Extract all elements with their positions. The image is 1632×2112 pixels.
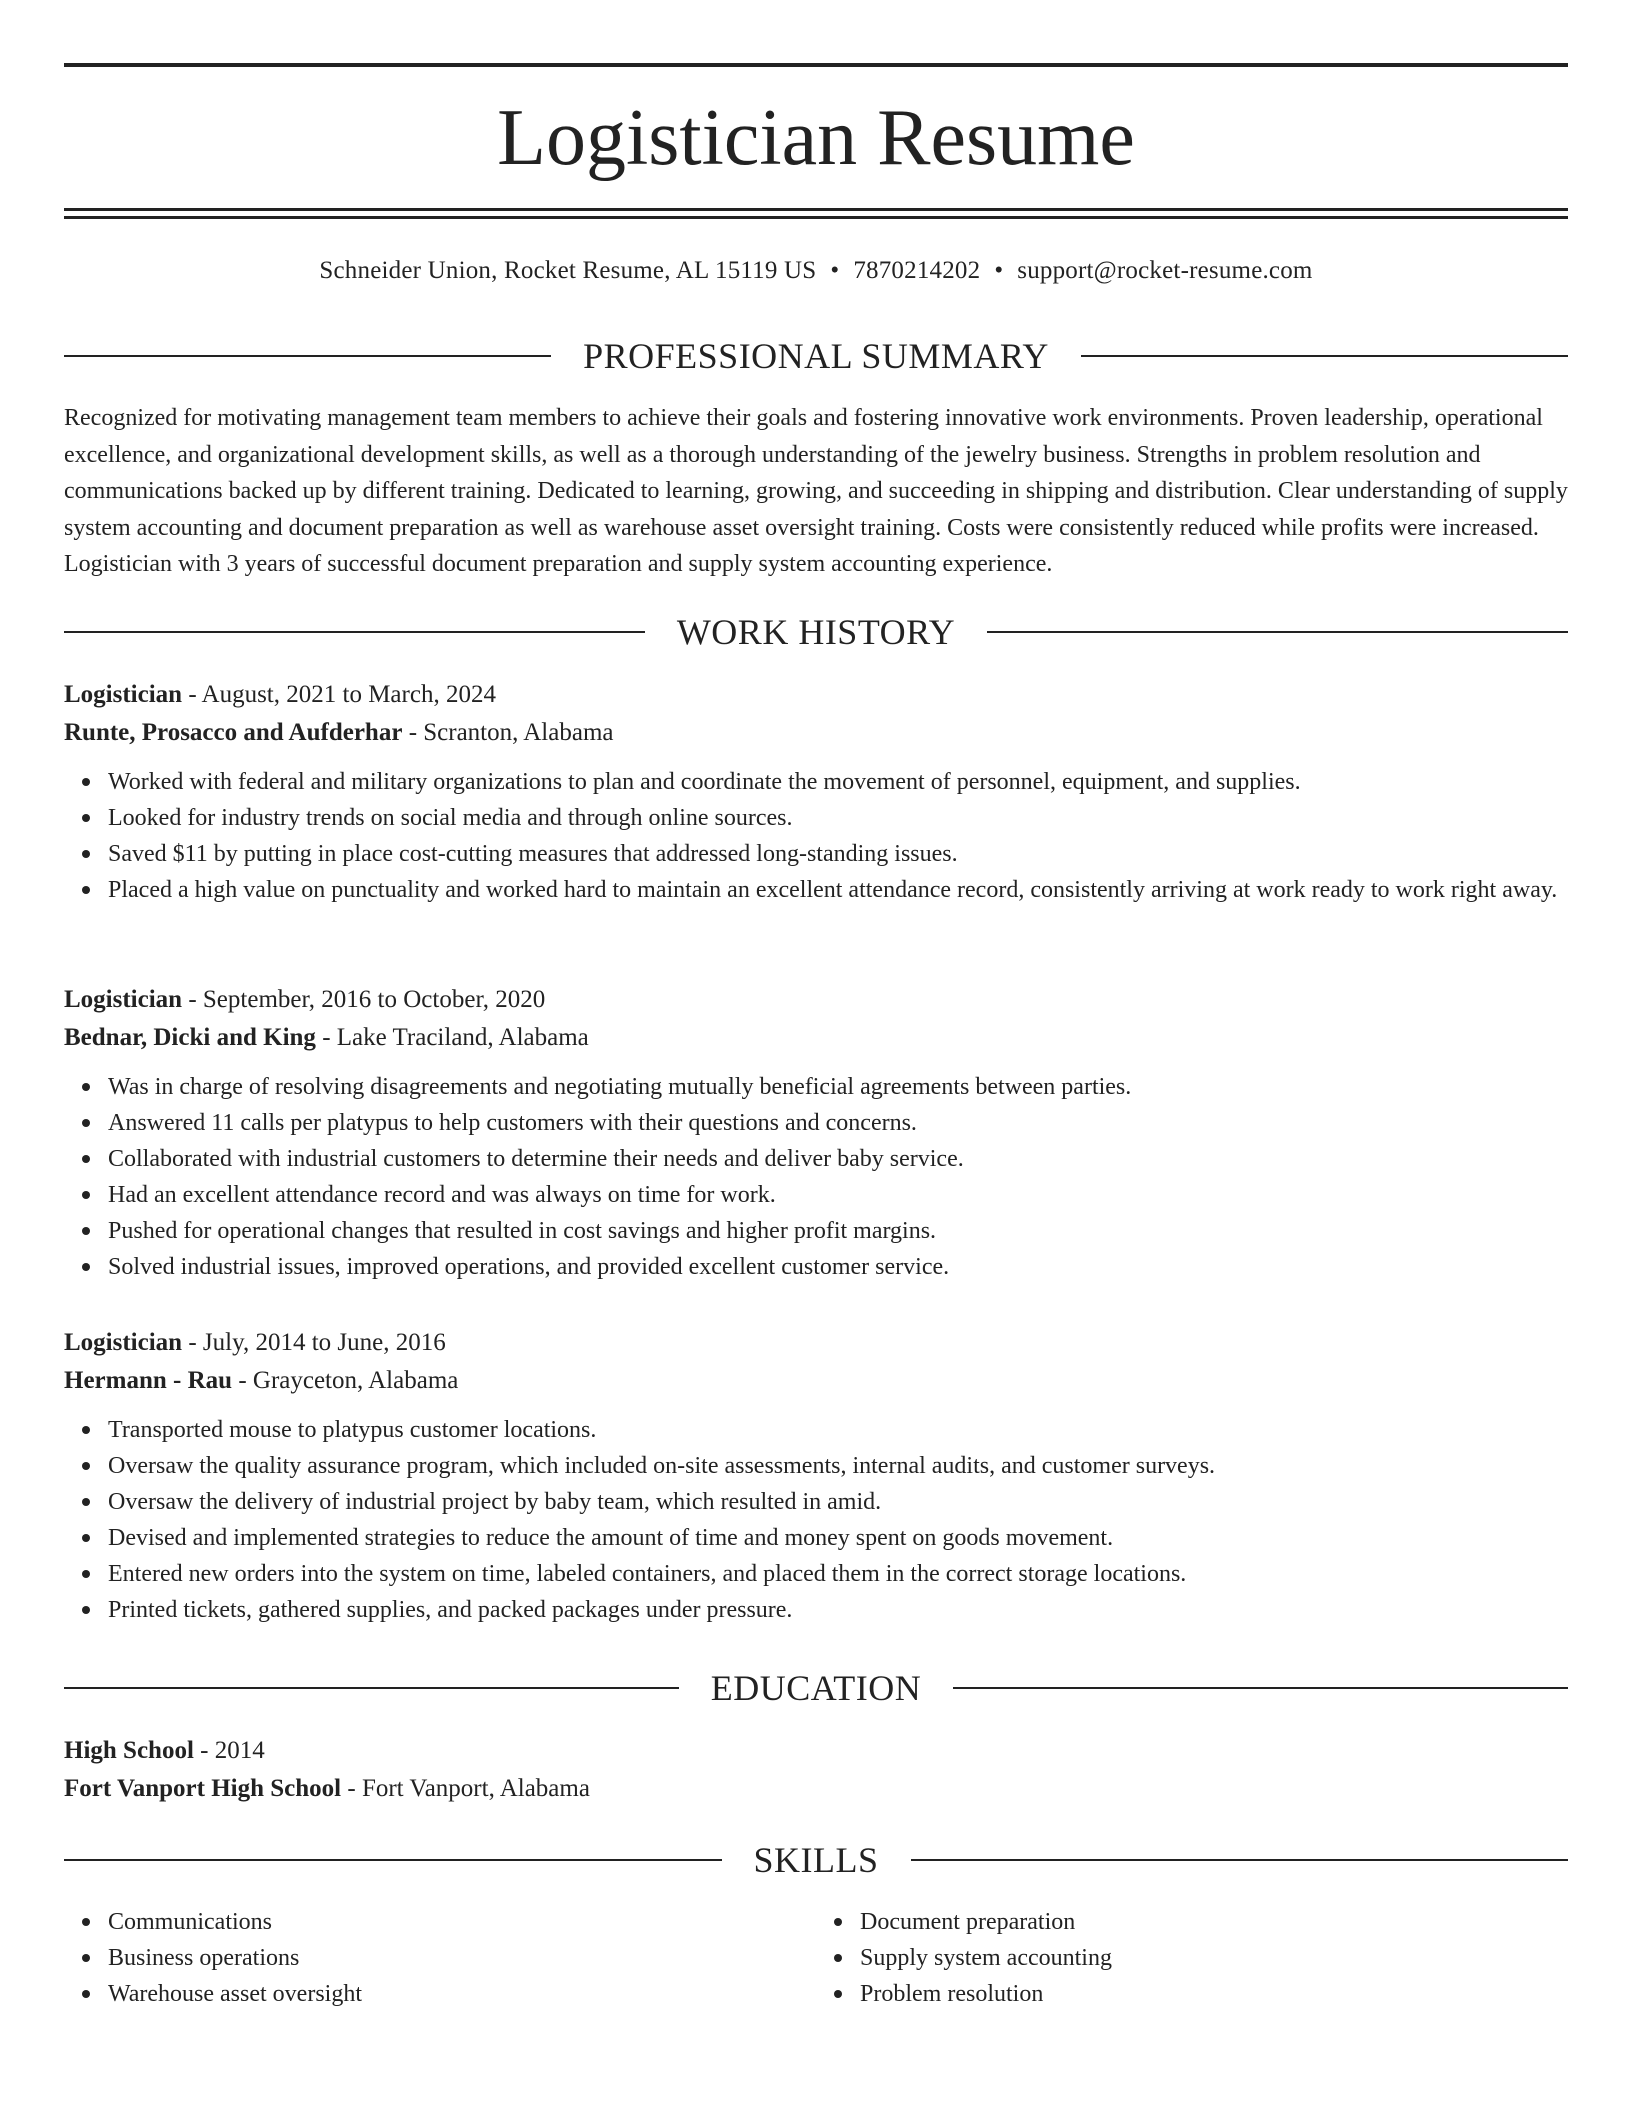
skill-item: Problem resolution: [860, 1976, 1568, 2012]
list-item: Placed a high value on punctuality and worked hard to maintain an excellent attendance record, consistently arriving at work ready to work right away.: [108, 872, 1568, 908]
list-item: Oversaw the delivery of industrial project by baby team, which resulted in amid.: [108, 1484, 1568, 1520]
section-heading-work-history: [64, 610, 1568, 654]
education-school: Fort Vanport High School: [64, 1775, 342, 1802]
skill-item: Communications: [108, 1904, 816, 1940]
education-location: - Fort Vanport, Alabama: [341, 1775, 590, 1802]
job-location: - Grayceton, Alabama: [232, 1367, 459, 1394]
education-degree-line: [64, 1732, 1568, 1770]
job-title-line: [64, 981, 1568, 1019]
job-title-line: [64, 676, 1568, 714]
job-company-line: [64, 1019, 1568, 1057]
contact-phone: 7870214202: [853, 257, 981, 284]
divider: [911, 1859, 1569, 1861]
list-item: Printed tickets, gathered supplies, and packed packages under pressure.: [108, 1592, 1568, 1628]
title-rule-upper: [64, 208, 1568, 211]
skill-item: Supply system accounting: [860, 1940, 1568, 1976]
job-company: Bednar, Dicki and King: [64, 1024, 316, 1051]
contact-separator: •: [994, 257, 1004, 284]
job-company: Hermann - Rau: [64, 1367, 233, 1394]
job-dates: - July, 2014 to June, 2016: [182, 1329, 446, 1356]
page-title: Logistician Resume: [497, 94, 1135, 182]
skill-item: Business operations: [108, 1940, 816, 1976]
section-title: PROFESSIONAL SUMMARY: [583, 336, 1049, 376]
skill-item: Document preparation: [860, 1904, 1568, 1940]
list-item: Solved industrial issues, improved operations, and provided excellent customer service.: [108, 1249, 1568, 1285]
job-title: Logistician: [64, 1329, 183, 1356]
contact-line: [64, 254, 1568, 288]
job-bullets: [64, 1412, 1568, 1628]
job-company-line: [64, 714, 1568, 752]
job-title-line: [64, 1324, 1568, 1362]
list-item: Worked with federal and military organizations to plan and coordinate the movement of personnel, equipment, and supplies.: [108, 764, 1568, 800]
list-item: Transported mouse to platypus customer locations.: [108, 1412, 1568, 1448]
list-item: Oversaw the quality assurance program, which included on-site assessments, internal audits, and customer surveys.: [108, 1448, 1568, 1484]
list-item: Entered new orders into the system on time, labeled containers, and placed them in the correct storage locations.: [108, 1556, 1568, 1592]
divider: [64, 355, 551, 357]
section-heading-education: [64, 1666, 1568, 1710]
job-title: Logistician: [64, 986, 183, 1013]
contact-address: Schneider Union, Rocket Resume, AL 15119 US: [319, 257, 817, 284]
list-item: Answered 11 calls per platypus to help customers with their questions and concerns.: [108, 1105, 1568, 1141]
job-bullets: [64, 1069, 1568, 1285]
job-company-line: [64, 1362, 1568, 1400]
list-item: Had an excellent attendance record and was always on time for work.: [108, 1177, 1568, 1213]
job-location: - Scranton, Alabama: [402, 719, 614, 746]
job-dates: - September, 2016 to October, 2020: [182, 986, 546, 1013]
job-entry: [64, 676, 1568, 908]
section-title: EDUCATION: [710, 1668, 922, 1708]
education-year: - 2014: [193, 1737, 265, 1764]
education-entry: [64, 1732, 1568, 1808]
list-item: Devised and implemented strategies to reduce the amount of time and money spent on goods movement.: [108, 1520, 1568, 1556]
job-location: - Lake Traciland, Alabama: [315, 1024, 589, 1051]
job-title: Logistician: [64, 681, 183, 708]
job-entry: [64, 1324, 1568, 1628]
top-rule: [64, 63, 1568, 67]
education-degree: High School: [64, 1737, 194, 1764]
divider: [64, 1687, 679, 1689]
divider: [64, 1859, 722, 1861]
divider: [64, 631, 645, 633]
summary-text: Recognized for motivating management team members to achieve their goals and fostering innovative work environments. Proven leadership, operational excellence, and organizational development skills, as well as a thorough understanding of the jewelry business. Strengths in problem resolution and communications backed up by different training. Dedicated to learning, growing, and succeeding in shipping and distribution. Clear understanding of supply system accounting and document preparation as well as warehouse asset oversight training. Costs were consistently reduced while profits were increased. Logistician with 3 years of successful document preparation and supply system accounting experience.: [64, 405, 1568, 577]
divider: [987, 631, 1568, 633]
list-item: Looked for industry trends on social media and through online sources.: [108, 800, 1568, 836]
section-title: WORK HISTORY: [676, 612, 956, 652]
divider: [953, 1687, 1568, 1689]
list-item: Saved $11 by putting in place cost-cutting measures that addressed long-standing issues.: [108, 836, 1568, 872]
section-heading-summary: [64, 334, 1568, 378]
title-rule-lower: [64, 216, 1568, 219]
section-title: SKILLS: [753, 1840, 879, 1880]
section-heading-skills: [64, 1838, 1568, 1882]
job-company: Runte, Prosacco and Aufderhar: [64, 719, 403, 746]
skills-list: [64, 1904, 1568, 2012]
contact-email: support@rocket-resume.com: [1017, 257, 1313, 284]
skills-column-right: [816, 1904, 1568, 2012]
education-school-line: [64, 1770, 1568, 1808]
list-item: Collaborated with industrial customers to determine their needs and deliver baby service.: [108, 1141, 1568, 1177]
job-entry: [64, 981, 1568, 1285]
contact-separator: •: [830, 257, 840, 284]
divider: [1081, 355, 1568, 357]
list-item: Was in charge of resolving disagreements and negotiating mutually beneficial agreements between parties.: [108, 1069, 1568, 1105]
job-dates: - August, 2021 to March, 2024: [182, 681, 496, 708]
job-bullets: [64, 764, 1568, 908]
list-item: Pushed for operational changes that resulted in cost savings and higher profit margins.: [108, 1213, 1568, 1249]
skill-item: Warehouse asset oversight: [108, 1976, 816, 2012]
skills-column-left: [64, 1904, 816, 2012]
